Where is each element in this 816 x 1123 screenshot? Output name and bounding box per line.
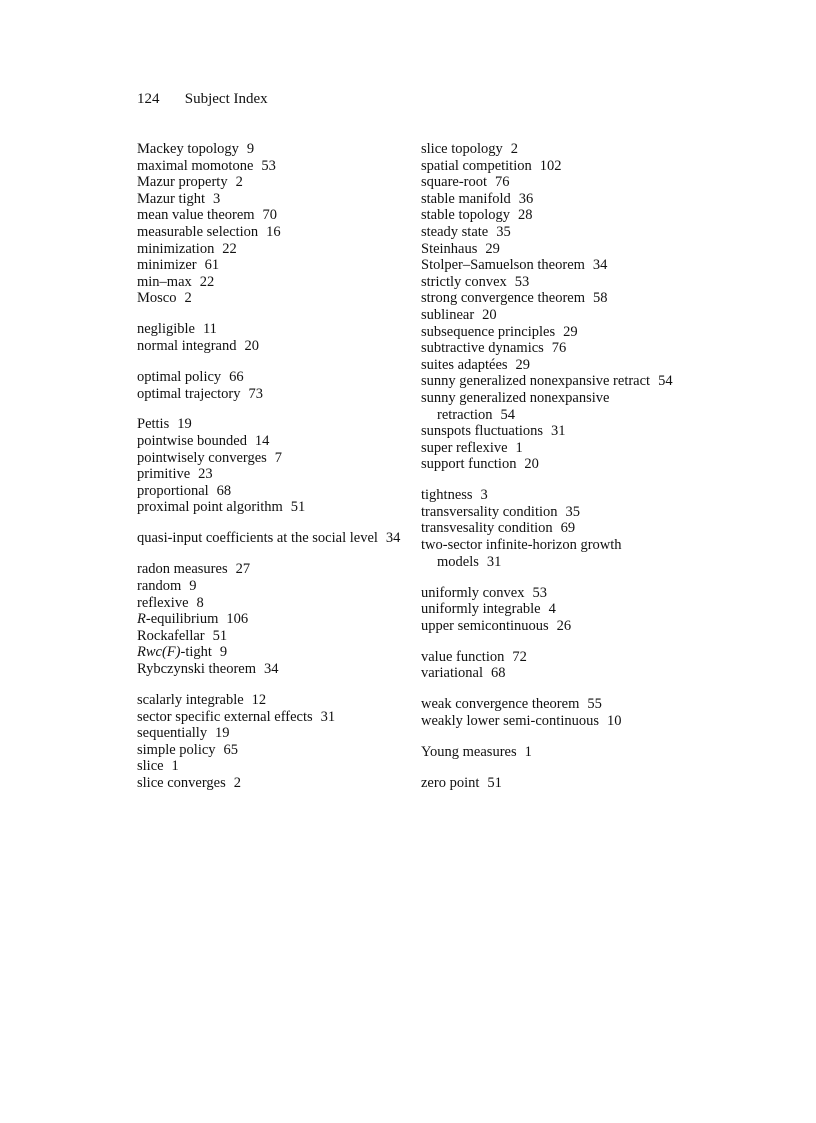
index-page-number: 19	[215, 725, 230, 742]
index-entry	[421, 191, 681, 208]
index-term: R-equilibrium	[137, 611, 219, 628]
index-page-number: 9	[246, 141, 255, 157]
index-entry	[137, 257, 407, 274]
index-term: upper semicontinuous	[421, 617, 549, 634]
index-page-number: 22	[222, 240, 237, 257]
index-term: uniformly integrable	[421, 601, 541, 618]
index-page-number: 102	[539, 157, 562, 174]
index-entry	[421, 241, 681, 258]
index-term: sequentially	[137, 725, 208, 742]
index-entry	[137, 338, 407, 355]
index-entry	[137, 644, 407, 661]
index-page-number: 72	[512, 648, 527, 665]
index-entry	[137, 758, 407, 775]
index-page-number: 51	[290, 499, 306, 516]
index-term: Mazur property	[137, 174, 228, 191]
index-page-number: 3	[480, 487, 488, 504]
index-page-number: 54	[658, 373, 673, 390]
index-term: mean value theorem	[137, 207, 255, 224]
index-letter-group	[421, 585, 681, 635]
index-entry	[421, 257, 681, 274]
index-entry	[137, 483, 407, 500]
index-entry	[421, 340, 681, 357]
index-term: strictly convex	[421, 273, 507, 290]
index-page-number: 51	[212, 627, 228, 644]
index-entry	[137, 775, 407, 792]
index-term: sector specific external effects	[137, 708, 313, 725]
index-entry	[137, 628, 407, 645]
index-term: subtractive dynamics	[421, 340, 544, 357]
index-term: support function	[421, 456, 517, 473]
index-term: primitive	[137, 466, 191, 483]
index-entry	[421, 307, 681, 324]
index-entry	[421, 440, 681, 457]
index-entry	[421, 649, 681, 666]
index-entry	[421, 744, 681, 761]
index-entry	[137, 321, 407, 338]
index-page-number: 65	[223, 741, 239, 758]
index-page-number: 34	[264, 660, 279, 677]
index-entry	[421, 504, 681, 521]
index-letter-group	[137, 692, 407, 792]
index-term: transvesality condition	[421, 520, 553, 537]
index-page-number: 1	[171, 758, 179, 775]
index-term-math: Rwc(F)	[137, 644, 181, 661]
index-entry	[421, 618, 681, 635]
index-term: min–max	[137, 273, 192, 290]
index-page-number: 26	[556, 617, 572, 634]
index-letter-group	[421, 141, 681, 473]
index-term: suites adaptées	[421, 356, 508, 373]
index-entry	[137, 416, 407, 433]
index-page-number: 69	[560, 520, 576, 537]
index-entry	[137, 274, 407, 291]
index-term: uniformly convex	[421, 584, 525, 601]
index-entry	[421, 487, 681, 504]
index-page-number: 20	[244, 337, 259, 354]
index-entry	[137, 725, 407, 742]
index-entry	[137, 611, 407, 628]
index-page-number: 31	[486, 553, 502, 570]
index-page-number: 16	[266, 223, 281, 240]
index-term: Mackey topology	[137, 141, 239, 157]
index-entry	[137, 450, 407, 467]
index-page-number: 53	[532, 584, 547, 601]
index-term: Mosco	[137, 290, 177, 307]
index-page-number: 22	[199, 273, 215, 290]
index-page-number: 2	[510, 141, 518, 157]
index-term: radon measures	[137, 561, 228, 578]
index-entry	[421, 324, 681, 341]
index-page-number: 53	[514, 273, 530, 290]
index-term: simple policy	[137, 741, 216, 758]
index-entry	[421, 357, 681, 374]
index-entry	[421, 224, 681, 241]
index-term: sunspots fluctuations	[421, 423, 544, 440]
index-letter-group	[137, 369, 407, 402]
index-page-number: 34	[592, 257, 608, 274]
index-letter-group	[137, 416, 407, 516]
index-letter-group	[137, 321, 407, 354]
index-term: normal integrand	[137, 337, 237, 354]
index-page-number: 1	[515, 439, 523, 456]
index-term: pointwisely converges	[137, 449, 267, 466]
index-entry	[421, 141, 681, 158]
index-term: sunny generalized nonexpansive retraction	[421, 389, 610, 423]
index-page-number: 7	[274, 449, 283, 466]
index-term: stable topology	[421, 207, 511, 224]
index-entry	[137, 499, 407, 516]
index-entry	[421, 601, 681, 618]
index-term: Steinhaus	[421, 240, 478, 257]
index-letter-group	[421, 696, 681, 729]
index-letter-group	[137, 561, 407, 677]
index-page-number: 51	[487, 774, 502, 791]
index-term: Mazur tight	[137, 190, 206, 207]
index-entry	[137, 369, 407, 386]
index-term: Rwc(F)-tight	[137, 644, 212, 661]
index-term: slice	[137, 758, 164, 775]
index-page-number: 20	[482, 306, 497, 323]
index-term: optimal trajectory	[137, 385, 241, 402]
index-entry	[137, 158, 407, 175]
index-page-number: 73	[248, 385, 263, 402]
index-term: negligible	[137, 321, 195, 338]
index-term: subsequence principles	[421, 323, 556, 340]
index-term: spatial competition	[421, 157, 532, 174]
index-term: random	[137, 578, 182, 595]
index-term: reflexive	[137, 594, 189, 611]
index-page-number: 70	[262, 207, 278, 224]
index-term: proportional	[137, 482, 209, 499]
index-page-number: 10	[606, 712, 622, 729]
index-term: tightness	[421, 487, 473, 504]
index-page-number: 106	[226, 611, 249, 628]
index-entry	[137, 141, 407, 158]
index-letter-group	[137, 141, 407, 307]
index-page-number: 12	[251, 691, 267, 708]
index-page-number: 8	[196, 594, 204, 611]
index-page-number: 28	[517, 207, 533, 224]
index-term: Rockafellar	[137, 627, 205, 644]
index-term: weakly lower semi-continuous	[421, 712, 599, 729]
index-page-number: 19	[177, 416, 192, 433]
index-page-number: 61	[204, 257, 220, 274]
index-page-number: 11	[202, 321, 217, 338]
index-entry	[137, 191, 407, 208]
index-term: measurable selection	[137, 223, 259, 240]
index-entry	[137, 466, 407, 483]
index-column-left	[137, 141, 407, 806]
index-letter-group	[421, 744, 681, 761]
index-term: zero point	[421, 774, 480, 791]
index-entry	[137, 709, 407, 726]
index-entry	[421, 665, 681, 682]
index-term: steady state	[421, 223, 489, 240]
index-page-number: 76	[551, 340, 567, 357]
index-term: maximal momotone	[137, 157, 254, 174]
index-entry	[137, 692, 407, 709]
index-term: weak convergence theorem	[421, 696, 580, 713]
index-entry	[421, 537, 681, 570]
index-term: square-root	[421, 174, 488, 191]
index-entry	[137, 386, 407, 403]
index-page-number: 9	[219, 644, 228, 661]
index-entry	[421, 390, 681, 423]
index-entry	[421, 585, 681, 602]
index-page-number: 55	[587, 696, 602, 713]
index-page-number: 68	[490, 665, 506, 682]
index-entry	[421, 274, 681, 291]
index-page-number: 2	[235, 174, 243, 191]
index-term: pointwise bounded	[137, 433, 247, 450]
index-term: variational	[421, 665, 484, 682]
index-entry	[137, 578, 407, 595]
index-entry	[421, 456, 681, 473]
index-entry	[137, 561, 407, 578]
index-term: slice topology	[421, 141, 503, 157]
index-term: sunny generalized nonexpansive retract	[421, 373, 651, 390]
index-term: minimizer	[137, 257, 197, 274]
index-term: strong convergence theorem	[421, 290, 586, 307]
index-term: two-sector infinite-horizon growth models	[421, 537, 622, 570]
index-page-number: 20	[524, 456, 539, 473]
index-term: sublinear	[421, 306, 475, 323]
index-page-number: 9	[189, 578, 197, 595]
index-term-math: R	[137, 611, 146, 628]
index-page-number: 31	[320, 708, 336, 725]
index-term: super reflexive	[421, 439, 508, 456]
index-term: transversality condition	[421, 503, 558, 520]
index-page-number: 58	[592, 290, 608, 307]
index-entry	[421, 174, 681, 191]
page-number: 124	[137, 91, 160, 107]
index-term: value function	[421, 648, 505, 665]
index-page-number: 23	[198, 466, 213, 483]
index-entry	[137, 174, 407, 191]
index-page-number: 4	[548, 601, 556, 618]
index-entry	[421, 158, 681, 175]
page-title: Subject Index	[184, 91, 268, 107]
index-page-number: 2	[233, 774, 241, 791]
index-entry	[421, 696, 681, 713]
index-entry	[421, 290, 681, 307]
index-entry	[137, 742, 407, 759]
index-page-number: 34	[385, 530, 401, 547]
index-page-number: 66	[229, 368, 244, 385]
index-term: proximal point algorithm	[137, 499, 283, 516]
index-term: minimization	[137, 240, 215, 257]
index-term: Young measures	[421, 743, 517, 760]
index-entry	[137, 290, 407, 307]
index-term: Pettis	[137, 416, 170, 433]
index-column-right	[421, 141, 681, 806]
index-page-number: 76	[495, 174, 510, 191]
running-header	[137, 91, 268, 108]
index-page-number: 54	[500, 406, 516, 423]
index-entry	[137, 595, 407, 612]
index-entry	[421, 775, 681, 792]
index-letter-group	[421, 487, 681, 570]
index-term: Stolper–Samuelson theorem	[421, 257, 585, 274]
index-entry	[421, 373, 681, 390]
index-page-number: 3	[213, 190, 221, 207]
index-letter-group	[137, 530, 407, 547]
index-page-number: 27	[235, 561, 251, 578]
index-entry	[421, 713, 681, 730]
index-entry	[421, 423, 681, 440]
index-entry	[421, 207, 681, 224]
index-entry	[137, 661, 407, 678]
index-letter-group	[421, 775, 681, 792]
index-entry	[137, 241, 407, 258]
index-entry	[137, 224, 407, 241]
index-page-number: 36	[518, 190, 534, 207]
index-term: stable manifold	[421, 190, 511, 207]
index-letter-group	[421, 649, 681, 682]
index-page-number: 14	[254, 433, 270, 450]
index-page-number: 29	[485, 240, 500, 257]
index-page-number: 29	[515, 356, 531, 373]
index-page-number: 35	[496, 223, 511, 240]
index-page-number: 1	[524, 743, 532, 760]
index-page-number: 53	[261, 157, 276, 174]
index-page-number: 31	[551, 423, 566, 440]
index-page-number: 35	[565, 503, 580, 520]
index-entry	[137, 530, 407, 547]
index-term: quasi-input coefficients at the social level	[137, 530, 378, 547]
index-term: optimal policy	[137, 368, 222, 385]
index-term: scalarly integrable	[137, 691, 244, 708]
index-page-number: 68	[216, 482, 232, 499]
index-entry	[421, 520, 681, 537]
index-page-number: 2	[184, 290, 192, 307]
index-term: Rybczynski theorem	[137, 660, 257, 677]
index-entry	[137, 207, 407, 224]
index-page-number: 29	[563, 323, 578, 340]
index-entry	[137, 433, 407, 450]
index-term: slice converges	[137, 774, 226, 791]
